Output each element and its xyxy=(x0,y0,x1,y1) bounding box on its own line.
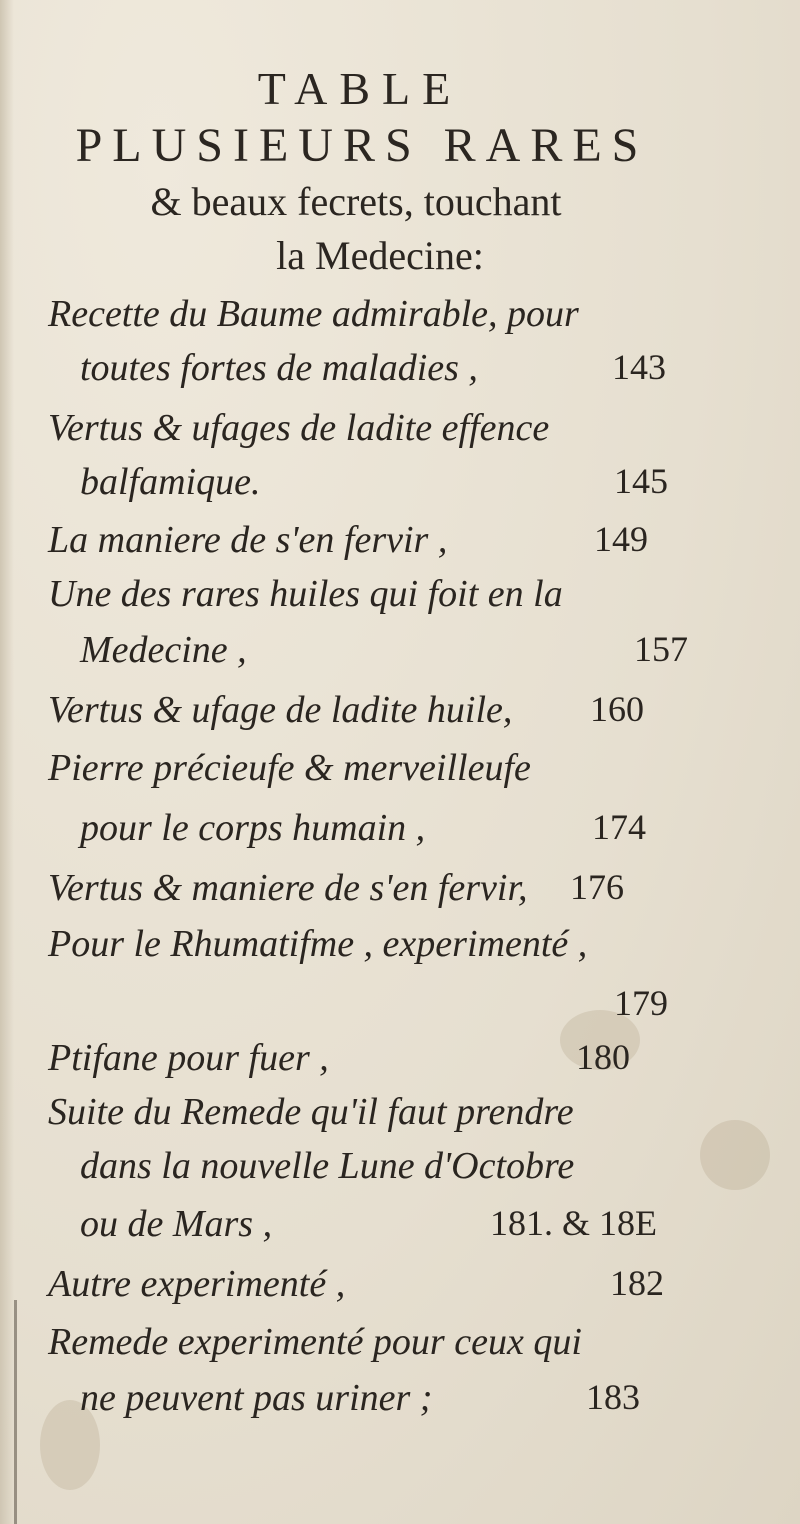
entry-page: 179 xyxy=(614,983,668,1023)
entry-text: ne peuvent pas uriner ; xyxy=(80,1377,433,1419)
entry-text: Recette du Baume admirable, pour xyxy=(48,293,579,335)
entry-text: Vertus & ufages de ladite effence xyxy=(48,407,550,449)
entry-page: 182 xyxy=(610,1263,664,1303)
entry-text: Medecine , xyxy=(80,629,247,671)
entry-page: 174 xyxy=(592,807,646,847)
entry-text: pour le corps humain , xyxy=(80,807,426,849)
entry-page: 145 xyxy=(614,461,668,501)
toc-entry xyxy=(0,292,800,346)
toc-entry xyxy=(0,460,800,514)
toc-entry xyxy=(0,1320,800,1374)
entry-page: 183 xyxy=(586,1377,640,1417)
toc-entry xyxy=(0,1376,800,1430)
entry-text: Vertus & ufage de ladite huile, xyxy=(48,689,513,731)
table-heading: TABLE xyxy=(257,63,463,114)
entry-page: 143 xyxy=(612,347,666,387)
entry-text: ou de Mars , xyxy=(80,1203,273,1245)
entry-text: balfamique. xyxy=(80,461,261,503)
entry-text: La maniere de s'en fervir , xyxy=(48,519,448,561)
entry-text: Remede experimenté pour ceux qui xyxy=(48,1321,582,1363)
rares-heading: PLUSIEURS RARES xyxy=(75,119,649,172)
entry-text: Autre experimenté , xyxy=(48,1263,346,1305)
toc-entry xyxy=(0,806,800,860)
entry-text: Ptifane pour fuer , xyxy=(48,1037,329,1079)
entry-page: 157 xyxy=(634,629,688,669)
entry-text: toutes fortes de maladies , xyxy=(80,347,478,389)
entry-page: 181. & 18E xyxy=(490,1203,657,1243)
toc-entry xyxy=(0,982,800,1036)
toc-entry xyxy=(0,1090,800,1144)
entry-text: Pour le Rhumatifme , experimenté , xyxy=(48,923,588,965)
toc-entry xyxy=(0,1202,800,1256)
entry-text: Vertus & maniere de s'en fervir, xyxy=(48,867,528,909)
entry-text: Pierre précieufe & merveilleufe xyxy=(48,747,531,789)
toc-entry xyxy=(0,346,800,400)
entry-page: 180 xyxy=(576,1037,630,1077)
toc-entry xyxy=(0,688,800,742)
toc-entry xyxy=(0,746,800,800)
entry-page: 176 xyxy=(570,867,624,907)
entry-text: dans la nouvelle Lune d'Octobre xyxy=(80,1145,575,1187)
entry-page: 149 xyxy=(594,519,648,559)
entry-page: 160 xyxy=(590,689,644,729)
entry-text: Une des rares huiles qui foit en la xyxy=(48,573,563,615)
secrets-subheading: & beaux fecrets, touchant xyxy=(150,179,562,224)
toc-entry xyxy=(0,1036,800,1090)
toc-entry xyxy=(0,628,800,682)
toc-entry xyxy=(0,866,800,920)
medecine-subheading: la Medecine: xyxy=(276,233,484,278)
toc-entry xyxy=(0,1144,800,1198)
entry-text: Suite du Remede qu'il faut prendre xyxy=(48,1091,574,1133)
toc-entry xyxy=(0,406,800,460)
toc-entry xyxy=(0,922,800,976)
toc-entry xyxy=(0,572,800,626)
toc-entry xyxy=(0,518,800,572)
toc-entry xyxy=(0,1262,800,1316)
